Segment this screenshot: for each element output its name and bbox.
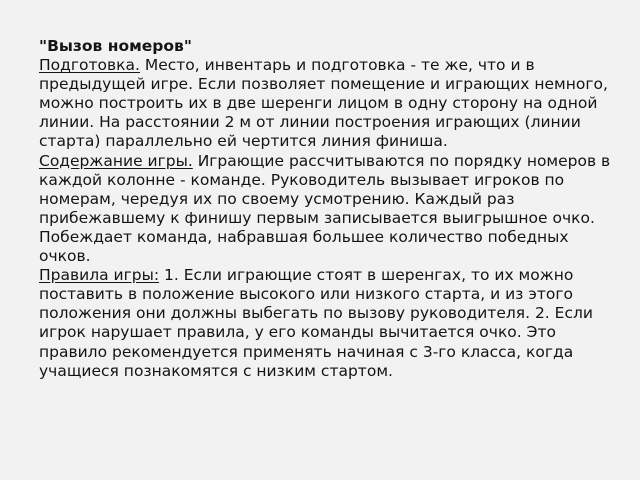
section-label-preparation: Подготовка. bbox=[39, 56, 140, 75]
section-rules bbox=[39, 266, 621, 381]
section-preparation bbox=[39, 56, 621, 151]
section-text-winner: Побеждает команда, набравшая большее количество победных очков. bbox=[39, 227, 569, 266]
section-text-game-content: Играющие рассчитываются по порядку номеров в каждой колонне - команде. Руководитель вызывает игроков по номерам, чередуя их по своему усмотрению. Каждый раз прибежавшему к финишу первым записывается выигрышное очко. bbox=[39, 151, 611, 227]
section-game-content bbox=[39, 152, 621, 228]
section-label-rules: Правила игры: bbox=[39, 266, 160, 285]
document-title: "Вызов номеров" bbox=[39, 37, 192, 55]
document-body bbox=[39, 37, 621, 381]
section-text-rules: 1. Если играющие стоят в шеренгах, то их можно поставить в положение высокого или низкого старта, и из этого положения они должны выбегать по вызову руководителя. 2. Если игрок нарушает правила, у его команды вычитается очко. Это правило рекомендуется применять начиная с 3-го класса, когда учащиеся познакомятся с низким стартом. bbox=[39, 266, 593, 380]
section-winner bbox=[39, 228, 621, 266]
section-text-preparation: Место, инвентарь и подготовка - те же, что и в предыдущей игре. Если позволяет помещение и играющих немного, можно построить их в две шеренги лицом в одну сторону на одной линии. На расстоянии 2 м от линии построения играющих (линии старта) параллельно ей чертится линия финиша. bbox=[39, 56, 608, 151]
section-label-game-content: Содержание игры. bbox=[39, 151, 193, 170]
